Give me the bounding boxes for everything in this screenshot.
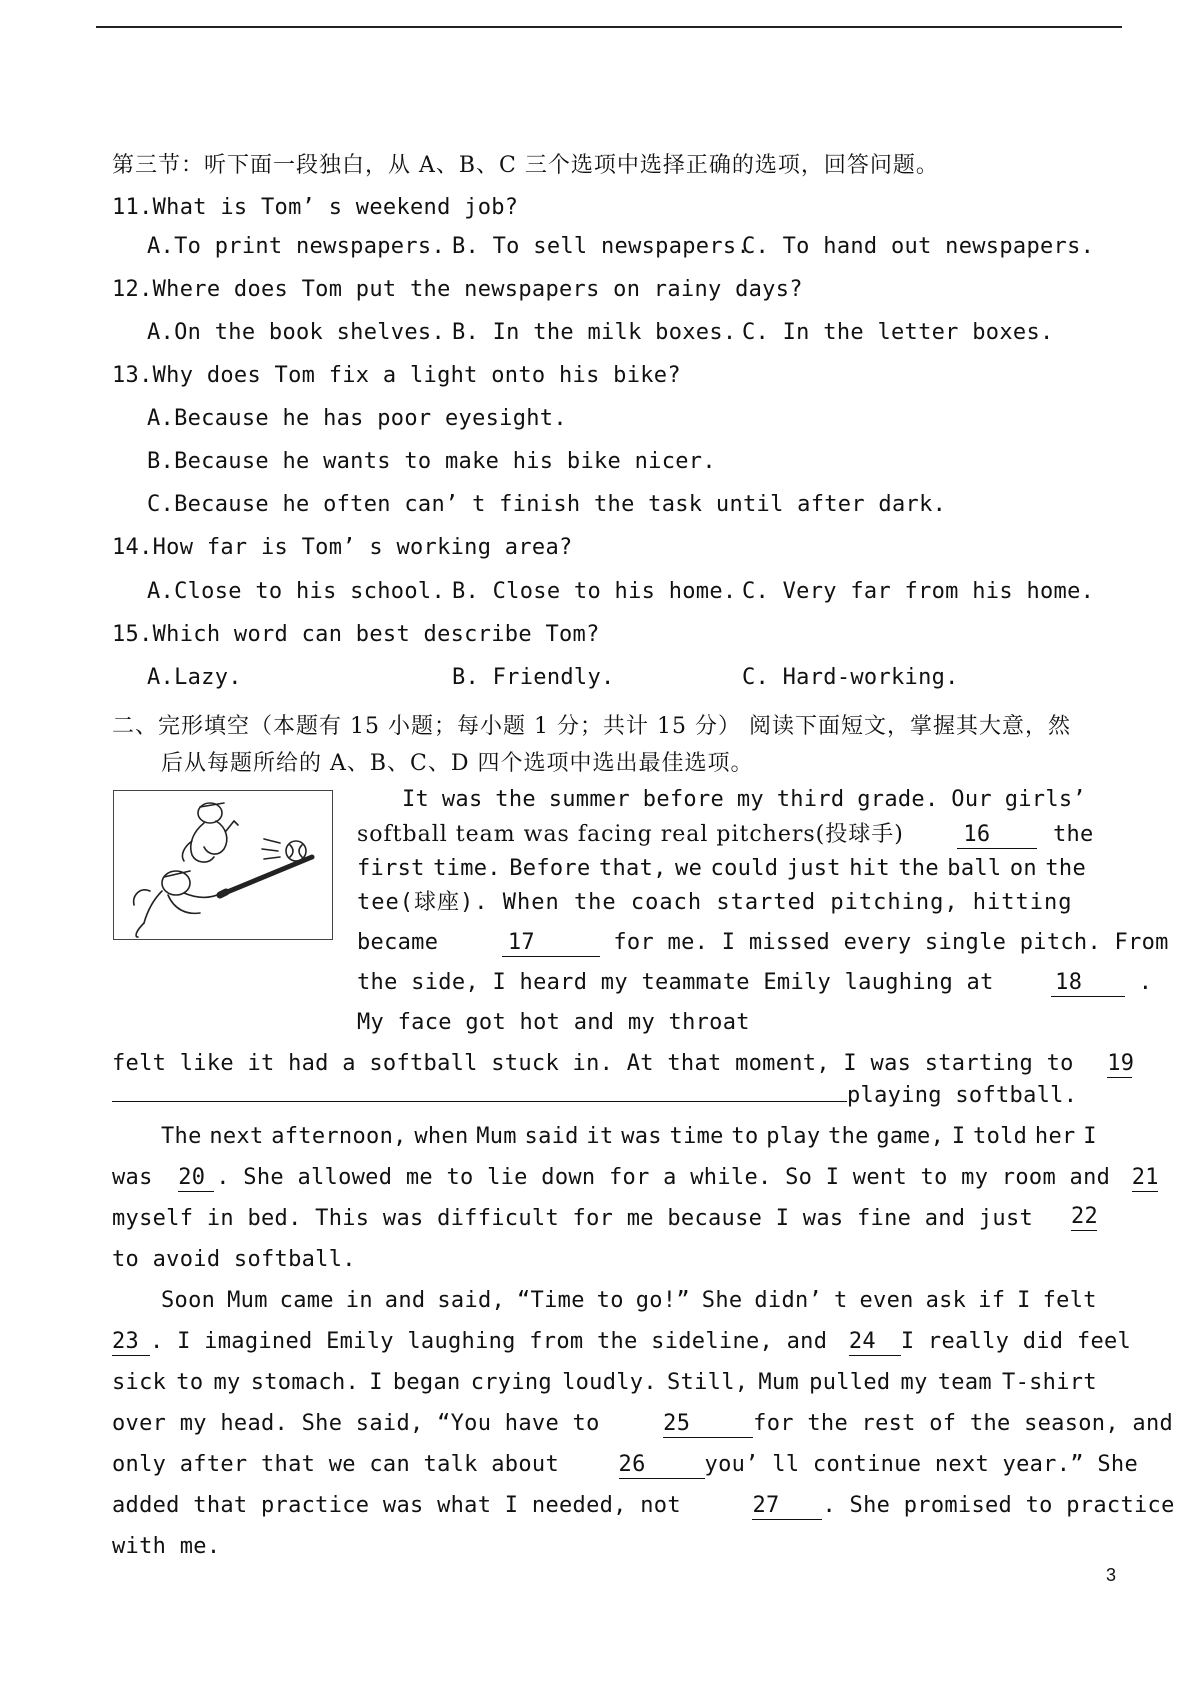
word: ball [947, 856, 1002, 881]
text: the [1052, 822, 1094, 847]
word: Still, [667, 1370, 749, 1395]
p3-line4 [112, 1409, 1173, 1439]
question-11: 11.What is Tom’ s weekend job? [112, 195, 519, 220]
word: on [1009, 856, 1037, 881]
word: the [1045, 856, 1086, 881]
word: game, [876, 1124, 945, 1149]
p1-line3 [357, 854, 1086, 884]
blank-16: 16 [957, 822, 1037, 849]
text: felt like it had a softball stuck in. At that moment, I was starting to [112, 1051, 1074, 1076]
word: just [786, 856, 841, 881]
word: It [402, 787, 430, 812]
softball-illustration-svg [114, 791, 331, 938]
word: came [279, 1288, 334, 1313]
option-c: C. In the letter boxes. [742, 320, 1054, 345]
word: play [766, 1124, 821, 1149]
option-c: C. Hard-working. [742, 665, 959, 690]
word: if [978, 1288, 1006, 1313]
p2-line4: to avoid softball. [112, 1247, 356, 1272]
word: the [898, 856, 939, 881]
word: to [596, 1288, 624, 1313]
option-c: C.Because he often can’ t finish the task until after dark. [147, 492, 947, 517]
p1-line6 [357, 968, 1152, 998]
word: we [675, 856, 703, 881]
text: was [112, 1165, 153, 1190]
word: t [834, 1288, 848, 1313]
p2-line3 [112, 1204, 1097, 1234]
word: time [669, 1124, 724, 1149]
p3-line5 [112, 1450, 1138, 1480]
option-c: C. Very far from his home. [742, 579, 1095, 604]
section3-header: 第三节：听下面一段独白，从 A、B、C 三个选项中选择正确的选项，回答问题。 [112, 153, 939, 178]
p2-line2 [112, 1163, 1158, 1193]
cloze-header-line2: 后从每题所给的 A、B、C、D 四个选项中选出最佳选项。 [161, 751, 754, 776]
p1-line4: tee(球座). When the coach started pitching, hitting [357, 890, 1073, 915]
word: was [621, 1124, 662, 1149]
blank-22: 22 [1071, 1204, 1099, 1229]
word: sick [112, 1370, 167, 1395]
word: my [213, 1370, 241, 1395]
p1-line2 [357, 820, 1094, 850]
option-b: B. In the milk boxes. [452, 320, 737, 345]
word: my [900, 1370, 928, 1395]
word: pulled [809, 1370, 891, 1395]
text: myself in bed. This was difficult for me because I was fine and just [112, 1206, 1034, 1231]
blank-25: 25 [663, 1411, 753, 1438]
option-b: B. Friendly. [452, 665, 615, 690]
text: I really did feel [900, 1329, 1132, 1354]
text: . I imagined Emily laughing from the sideline, and [150, 1329, 828, 1354]
text: the side, I heard my teammate Emily laughing at [357, 970, 994, 995]
word: was [441, 787, 483, 812]
word: team [937, 1370, 992, 1395]
top-rule [96, 26, 1122, 28]
text: for the rest of the season, and [753, 1411, 1174, 1436]
option-b: B. To sell newspapers. [452, 234, 750, 259]
word: summer [548, 787, 630, 812]
text: for me. I missed every single pitch. From [613, 930, 1169, 955]
option-a: A.Close to his school. [147, 579, 445, 604]
p3-line7: with me. [112, 1534, 221, 1559]
word: the [828, 1124, 869, 1149]
word: ask [925, 1288, 967, 1313]
blank-17: 17 [502, 930, 600, 957]
word: time. [433, 856, 501, 881]
option-a: A.Because he has poor eyesight. [147, 406, 567, 431]
word: girls’ [1004, 787, 1086, 812]
word: I [951, 1124, 966, 1149]
text: over my head. She said, “You have to [112, 1411, 600, 1436]
question-12: 12.Where does Tom put the newspapers on rainy days? [112, 277, 803, 302]
word: the [495, 787, 536, 812]
option-b: B. Close to his home. [452, 579, 737, 604]
word: it [586, 1124, 614, 1149]
question-13: 13.Why does Tom fix a light onto his bike? [112, 363, 681, 388]
word: crying [470, 1370, 552, 1395]
word: to [176, 1370, 204, 1395]
word: next [209, 1124, 264, 1149]
softball-player-icon [113, 790, 333, 940]
word: Our [951, 787, 992, 812]
word: my [736, 787, 764, 812]
p1-line1 [402, 785, 1086, 815]
p2-line1 [161, 1122, 1097, 1152]
word: afternoon, [271, 1124, 407, 1149]
word: said [524, 1124, 579, 1149]
word: “Time [517, 1288, 585, 1313]
option-a: A.To print newspapers. [147, 234, 445, 259]
word: in [345, 1288, 373, 1313]
word: first [357, 856, 425, 881]
word: Soon [161, 1288, 216, 1313]
word: loudly. [562, 1370, 657, 1395]
word: her [1034, 1124, 1076, 1149]
word: didn’ [754, 1288, 823, 1313]
p3-line2 [112, 1327, 1131, 1357]
text: softball team was facing real pitchers(投球手) [357, 822, 904, 847]
option-a: A.Lazy. [147, 665, 242, 690]
option-b: B.Because he wants to make his bike nicer. [147, 449, 716, 474]
blank-20: 20 [178, 1165, 214, 1192]
word: and [384, 1288, 426, 1313]
word: I [1083, 1124, 1097, 1149]
word: third [776, 787, 845, 812]
text: . [1138, 970, 1153, 995]
option-a: A.On the book shelves. [147, 320, 445, 345]
question-15: 15.Which word can best describe Tom? [112, 622, 600, 647]
text: . She promised to practice [822, 1493, 1175, 1518]
word: even [859, 1288, 914, 1313]
word: hit [849, 856, 890, 881]
word: T-shirt [1002, 1370, 1097, 1395]
text: became [357, 930, 439, 955]
word: Before [509, 856, 591, 881]
blank-26: 26 [619, 1452, 705, 1479]
blank-27: 27 [752, 1493, 822, 1520]
word: I [1017, 1288, 1031, 1313]
word: to [731, 1124, 759, 1149]
blank-19: 19 [1107, 1051, 1135, 1076]
word: told [973, 1124, 1028, 1149]
text: added that practice was what I needed, not [112, 1493, 681, 1518]
blank-18: 18 [1051, 970, 1125, 997]
blank-24: 24 [849, 1329, 901, 1356]
word: grade. [857, 787, 939, 812]
word: She [701, 1288, 743, 1313]
option-c: C. To hand out newspapers. [742, 234, 1095, 259]
long-blank-19 [112, 1101, 847, 1102]
word: The [161, 1124, 202, 1149]
word: Mum [227, 1288, 268, 1313]
p1-line7: My face got hot and my throat [357, 1010, 750, 1035]
word: when [414, 1124, 469, 1149]
page-number: 3 [1106, 1565, 1117, 1585]
p1-line8 [112, 1049, 1135, 1079]
text: . She allowed me to lie down for a while. So I went to my room and [216, 1165, 1111, 1190]
text: playing softball. [847, 1083, 1078, 1108]
text: only after that we can talk about [112, 1452, 559, 1477]
text: you’ ll continue next year.” She [704, 1452, 1138, 1477]
word: felt [1042, 1288, 1097, 1313]
word: before [642, 787, 725, 812]
word: I [369, 1370, 383, 1395]
word: stomach. [250, 1370, 360, 1395]
blank-21: 21 [1131, 1165, 1159, 1190]
blank-23: 23 [112, 1329, 150, 1356]
word: that, [598, 856, 667, 881]
word: Mum [758, 1370, 800, 1395]
word: Mum [476, 1124, 517, 1149]
p3-line3 [112, 1368, 1097, 1398]
p3-line6 [112, 1491, 1175, 1521]
word: said, [437, 1288, 506, 1313]
p1-line5 [357, 928, 1169, 958]
cloze-header-line1: 二、完形填空（本题有 15 小题；每小题 1 分；共计 15 分） 阅读下面短文，掌握其大意，然 [112, 714, 1071, 739]
question-14: 14.How far is Tom’ s working area? [112, 535, 573, 560]
word: could [710, 856, 779, 881]
word: began [392, 1370, 461, 1395]
p3-line1 [161, 1286, 1097, 1316]
word: go!” [635, 1288, 690, 1313]
p1-line9 [112, 1081, 1077, 1111]
